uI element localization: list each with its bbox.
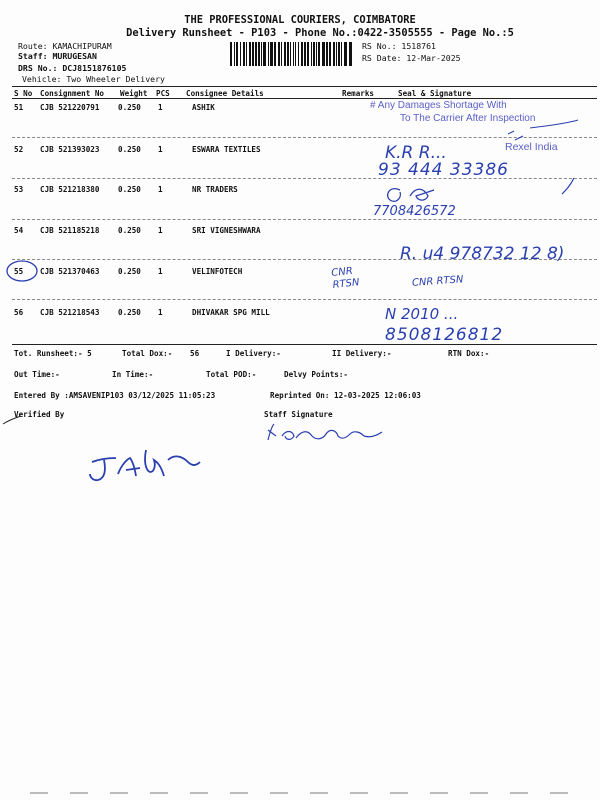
total-dox-value: 56 (190, 349, 200, 358)
runsheet-subtitle: Delivery Runsheet - P103 - Phone No.:0422-3505555 - Page No.:5 (126, 27, 514, 39)
delvy-points: Delvy Points:- (284, 370, 349, 379)
row-weight: 0.250 (118, 267, 141, 276)
row-sno: 56 (14, 308, 24, 317)
total-pod: Total POD:- (206, 370, 257, 379)
row-sno: 53 (14, 185, 24, 194)
col-header-sno: S No (14, 89, 33, 98)
rtn-dox: RTN Dox:- (448, 349, 490, 358)
row-consignee: ASHIK (192, 103, 215, 112)
col-header-consignment: Consignment No (40, 89, 105, 98)
row52-stroke (562, 178, 574, 194)
row-consignee: ESWARA TEXTILES (192, 145, 261, 154)
handwriting-row52-line1: K.R R... (385, 143, 447, 163)
col-header-pcs: PCS (156, 89, 170, 98)
drs-number: DRS No.: DCJ8151876105 (18, 63, 127, 73)
stamp-tick2 (508, 131, 523, 140)
row-consignment: CJB 521218543 (40, 308, 100, 317)
stamp-line1: # Any Damages Shortage With (370, 100, 507, 111)
row-sno: 55 (14, 267, 24, 276)
row-sno: 52 (14, 145, 24, 154)
handwriting-row55-mark1: CNR RTSN (330, 265, 360, 291)
row-sno: 54 (14, 226, 24, 235)
i-delivery: I Delivery:- (226, 349, 281, 358)
verified-by-label: Verified By (14, 410, 65, 419)
row-consignment: CJB 521218380 (40, 185, 100, 194)
stamp-company: Rexel India (505, 141, 558, 153)
row-weight: 0.250 (118, 185, 141, 194)
stamp-tick (530, 120, 578, 128)
total-dox-label: Total Dox:- (122, 349, 173, 358)
row-consignment: CJB 521185218 (40, 226, 100, 235)
col-header-consignee: Consignee Details (186, 89, 264, 98)
row-weight: 0.250 (118, 103, 141, 112)
row-weight: 0.250 (118, 226, 141, 235)
row-weight: 0.250 (118, 145, 141, 154)
out-time: Out Time:- (14, 370, 60, 379)
company-title: THE PROFESSIONAL COURIERS, COIMBATORE (184, 14, 416, 26)
row53-scribble (388, 189, 434, 202)
row-pcs: 1 (158, 185, 163, 194)
total-runsheet: Tot. Runsheet:- 5 (14, 349, 92, 358)
verified-by-signature (90, 450, 200, 480)
ii-delivery: II Delivery:- (332, 349, 392, 358)
staff-signature-stroke (268, 424, 382, 440)
handwriting-row53-phone: 7708426572 (373, 204, 456, 219)
in-time: In Time:- (112, 370, 154, 379)
row-consignment: CJB 521393023 (40, 145, 100, 154)
staff-signature-label: Staff Signature (264, 410, 333, 419)
row-consignment: CJB 521220791 (40, 103, 100, 112)
rs-date: RS Date: 12-Mar-2025 (362, 53, 461, 63)
handwriting-row55-mark2: CNR RTSN (411, 274, 464, 289)
staff-label: Staff: MURUGESAN (18, 51, 97, 61)
col-header-seal: Seal & Signature (398, 89, 472, 98)
route-label: Route: KAMACHIPURAM (18, 41, 112, 51)
circle-mark-55 (7, 261, 37, 281)
handwriting-row56-phone: 8508126812 (385, 325, 504, 345)
row-pcs: 1 (158, 226, 163, 235)
row-consignee: NR TRADERS (192, 185, 238, 194)
row-consignee: SRI VIGNESHWARA (192, 226, 261, 235)
col-header-remarks: Remarks (342, 89, 375, 98)
handwriting-row52-phone: 93 444 33386 (378, 160, 509, 180)
handwriting-row54: R. u4 978732 12 8) (400, 244, 565, 264)
rs-number: RS No.: 1518761 (362, 41, 436, 51)
entered-by: Entered By :AMSAVENIP103 03/12/2025 11:05:23 (14, 391, 216, 400)
reprinted-on: Reprinted On: 12-03-2025 12:06:03 (270, 391, 421, 400)
vehicle-label: Vehicle: Two Wheeler Delivery (22, 74, 165, 84)
row-weight: 0.250 (118, 308, 141, 317)
row-sno: 51 (14, 103, 24, 112)
col-header-weight: Weight (120, 89, 148, 98)
row-pcs: 1 (158, 103, 163, 112)
row-pcs: 1 (158, 308, 163, 317)
stamp-line2: To The Carrier After Inspection (400, 113, 536, 124)
row-pcs: 1 (158, 145, 163, 154)
row-consignee: VELINFOTECH (192, 267, 243, 276)
row-pcs: 1 (158, 267, 163, 276)
row-consignee: DHIVAKAR SPG MILL (192, 308, 270, 317)
handwriting-row56-line1: N 2010 ... (385, 305, 459, 323)
left-margin-mark (3, 416, 21, 424)
row-consignment: CJB 521370463 (40, 267, 100, 276)
